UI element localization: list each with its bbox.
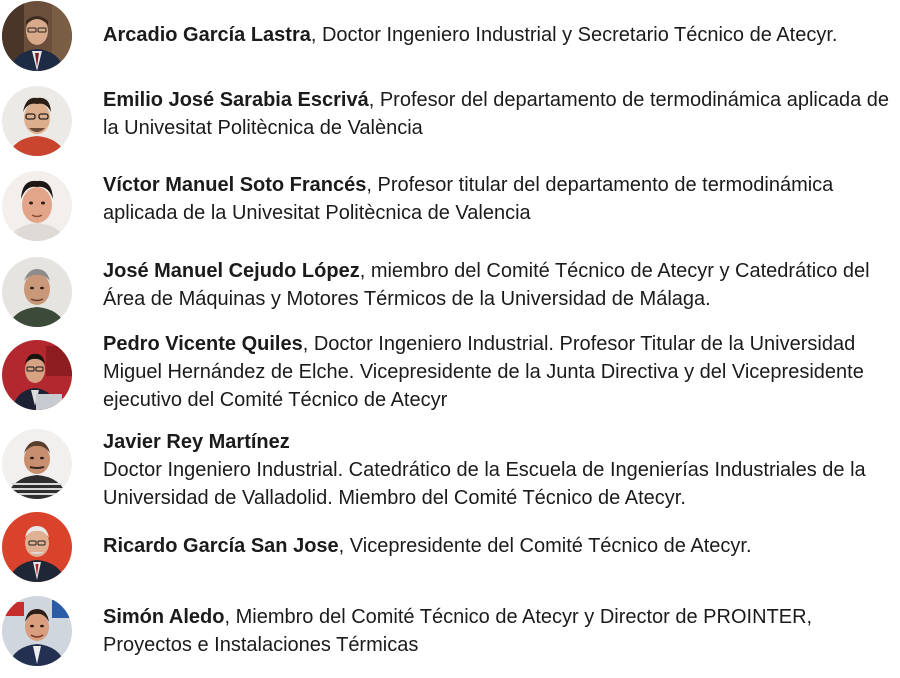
speaker-bio <box>103 428 898 512</box>
speaker-bio <box>103 86 898 142</box>
speaker-photo <box>2 596 72 666</box>
speaker-name: Javier Rey Martínez <box>103 431 290 453</box>
speaker-bio <box>103 603 898 659</box>
speaker-bio <box>103 171 898 227</box>
speaker-bio <box>103 330 898 414</box>
speaker-photo <box>2 512 72 582</box>
speaker-name: Simón Aledo <box>103 606 225 628</box>
speaker-name: Emilio José Sarabia Escrivá <box>103 89 369 111</box>
speaker-bio <box>103 21 898 49</box>
speaker-name: Ricardo García San Jose <box>103 535 339 557</box>
speaker-name: Pedro Vicente Quiles <box>103 333 303 355</box>
speaker-photo <box>2 86 72 156</box>
speaker-name: José Manuel Cejudo López <box>103 260 360 282</box>
speaker-description: , Doctor Ingeniero Industrial y Secretario Técnico de Atecyr. <box>310 24 838 46</box>
speaker-photo <box>2 429 72 499</box>
speaker-description: , miembro del Comité Técnico de Atecyr y Catedrático del Área de Máquinas y Motores Térmicos de la Universidad de Málaga. <box>103 260 870 310</box>
speaker-description: , Profesor del departamento de termodinámica aplicada de la Univesitat Politècnica de València <box>103 89 890 139</box>
speaker-photo <box>2 1 72 71</box>
speaker-description: , Doctor Ingeniero Industrial. Profesor Titular de la Universidad Miguel Hernández de Elche. Vicepresidente de la Junta Directiva y del Vicepresidente ejecutivo del Comité Técnico de Atecyr <box>103 333 864 411</box>
speaker-description: , Profesor titular del departamento de termodinámica aplicada de la Univesitat Politècnica de Valencia <box>103 174 834 224</box>
speaker-name: Víctor Manuel Soto Francés <box>103 174 367 196</box>
speaker-bio <box>103 257 898 313</box>
speaker-photo <box>2 340 72 410</box>
speaker-description: , Vicepresidente del Comité Técnico de Atecyr. <box>338 535 752 557</box>
speaker-photo <box>2 171 72 241</box>
speaker-description: Doctor Ingeniero Industrial. Catedrático de la Escuela de Ingenierías Industriales de la Universidad de Valladolid. Miembro del Comité Técnico de Atecyr. <box>103 459 866 509</box>
speaker-bio <box>103 532 898 560</box>
speaker-description: , Miembro del Comité Técnico de Atecyr y Director de PROINTER, Proyectos e Instalaciones Térmicas <box>103 606 813 656</box>
speaker-name: Arcadio García Lastra <box>103 24 311 46</box>
speaker-photo <box>2 257 72 327</box>
